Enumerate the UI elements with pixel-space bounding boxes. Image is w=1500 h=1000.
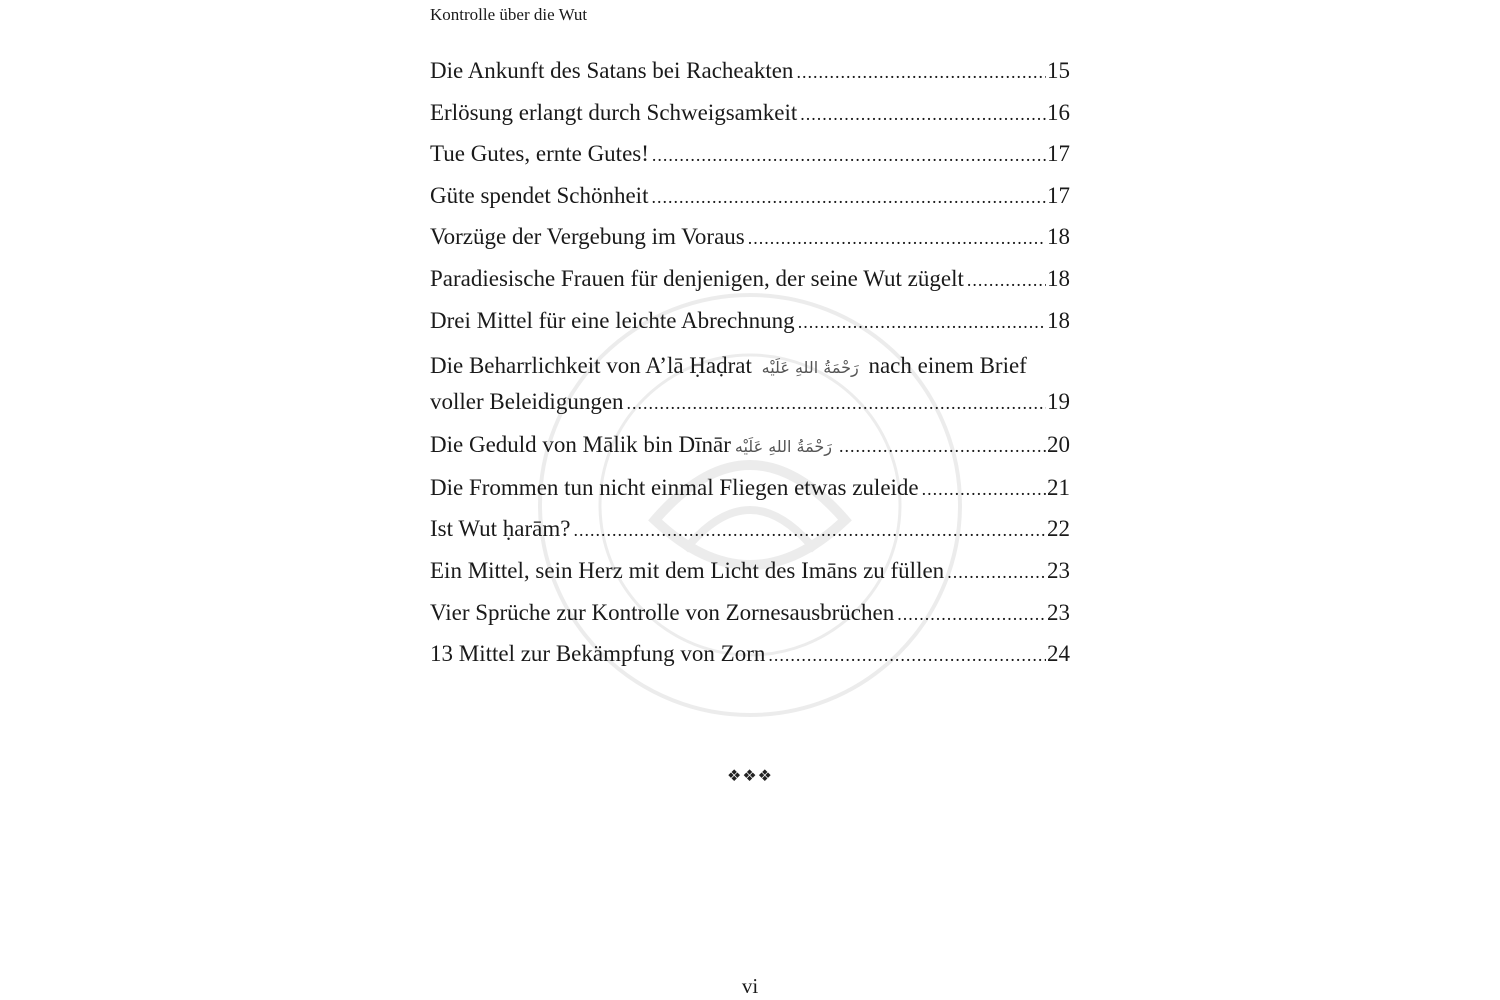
toc-entry[interactable]	[430, 216, 1070, 258]
toc-entry[interactable]	[430, 133, 1070, 175]
toc-entry-page: 22	[1047, 516, 1070, 542]
toc-entry[interactable]	[430, 92, 1070, 134]
toc-entry-page: 21	[1047, 474, 1070, 500]
toc-entry-title: Paradiesische Frauen für denjenigen, der seine Wut zügelt	[430, 265, 964, 291]
toc-leader-dots	[651, 177, 1046, 219]
toc-leader-dots	[798, 302, 1046, 344]
section-separator-ornament: ❖❖❖	[726, 766, 774, 785]
toc-entry-title: Drei Mittel für eine leichte Abrechnung	[430, 307, 795, 333]
toc-entry-page: 17	[1047, 182, 1070, 208]
toc-entry-title: Vier Sprüche zur Kontrolle von Zornesausbrüchen	[430, 599, 895, 625]
toc-entry-title: Güte spendet Schönheit	[430, 182, 649, 208]
toc-entry-page: 16	[1047, 99, 1070, 125]
toc-entry[interactable]	[430, 341, 1070, 423]
running-header: Kontrolle über die Wut	[430, 5, 588, 24]
toc-entry-title: Die Ankunft des Satans bei Racheakten	[430, 58, 794, 83]
toc-leader-dots	[796, 52, 1046, 94]
toc-entry-honorific: رَحْمَةُ اللهِ عَلَيْه	[734, 436, 832, 456]
toc-leader-dots	[947, 552, 1046, 594]
toc-entry-title: Ist Wut ḥarām?	[430, 516, 571, 542]
toc-entry[interactable]	[430, 50, 1070, 92]
toc-entry-title-continued: nach einem Brief	[868, 353, 1027, 379]
toc-entry-title: Die Beharrlichkeit von A’lā Ḥaḍrat	[430, 353, 752, 379]
toc-entry-page: 19	[1047, 389, 1070, 415]
toc-leader-dots	[897, 594, 1046, 636]
toc-entry[interactable]	[430, 423, 1070, 467]
toc-entry-title: Die Frommen tun nicht einmal Fliegen etwas zuleide	[430, 474, 919, 500]
toc-entry-title: Vorzüge der Vergebung im Voraus	[430, 224, 745, 250]
toc-entry-honorific: رَحْمَةُ اللهِ عَلَيْه	[761, 358, 859, 378]
toc-leader-dots	[748, 218, 1046, 260]
toc-leader-dots	[768, 635, 1046, 677]
toc-leader-dots	[652, 135, 1046, 177]
toc-entry[interactable]	[430, 633, 1070, 675]
page-number: vi	[741, 974, 759, 998]
toc-entry-title: Ein Mittel, sein Herz mit dem Licht des Imāns zu füllen	[430, 557, 945, 583]
toc-leader-dots	[839, 424, 1046, 468]
toc-entry[interactable]	[430, 300, 1070, 342]
toc-entry-page: 18	[1047, 265, 1070, 291]
toc-entry-title: Tue Gutes, ernte Gutes!	[430, 141, 649, 167]
toc-entry-title-line2: voller Beleidigungen	[430, 389, 624, 415]
toc-entry[interactable]	[430, 258, 1070, 300]
toc-entry-title: Erlösung erlangt durch Schweigsamkeit	[430, 99, 798, 125]
toc-entry-title: 13 Mittel zur Bekämpfung von Zorn	[430, 641, 766, 667]
toc-entry[interactable]	[430, 175, 1070, 217]
toc-entry[interactable]	[430, 508, 1070, 550]
toc-leader-dots	[922, 469, 1046, 511]
toc-entry-page: 23	[1047, 599, 1070, 625]
toc-entry-page: 18	[1047, 307, 1070, 333]
table-of-contents	[430, 50, 1070, 675]
toc-entry[interactable]	[430, 592, 1070, 634]
toc-entry-page: 15	[1047, 58, 1070, 83]
toc-entry-title: Die Geduld von Mālik bin Dīnār	[430, 431, 731, 457]
toc-leader-dots	[627, 383, 1046, 425]
toc-leader-dots	[573, 510, 1046, 552]
toc-leader-dots	[800, 94, 1046, 136]
toc-leader-dots	[967, 260, 1046, 302]
toc-entry-page: 20	[1047, 431, 1070, 457]
toc-entry[interactable]	[430, 550, 1070, 592]
toc-entry[interactable]	[430, 467, 1070, 509]
toc-entry-page: 23	[1047, 557, 1070, 583]
toc-entry-page: 24	[1047, 641, 1070, 667]
toc-entry-page: 18	[1047, 224, 1070, 250]
toc-entry-page: 17	[1047, 141, 1070, 167]
